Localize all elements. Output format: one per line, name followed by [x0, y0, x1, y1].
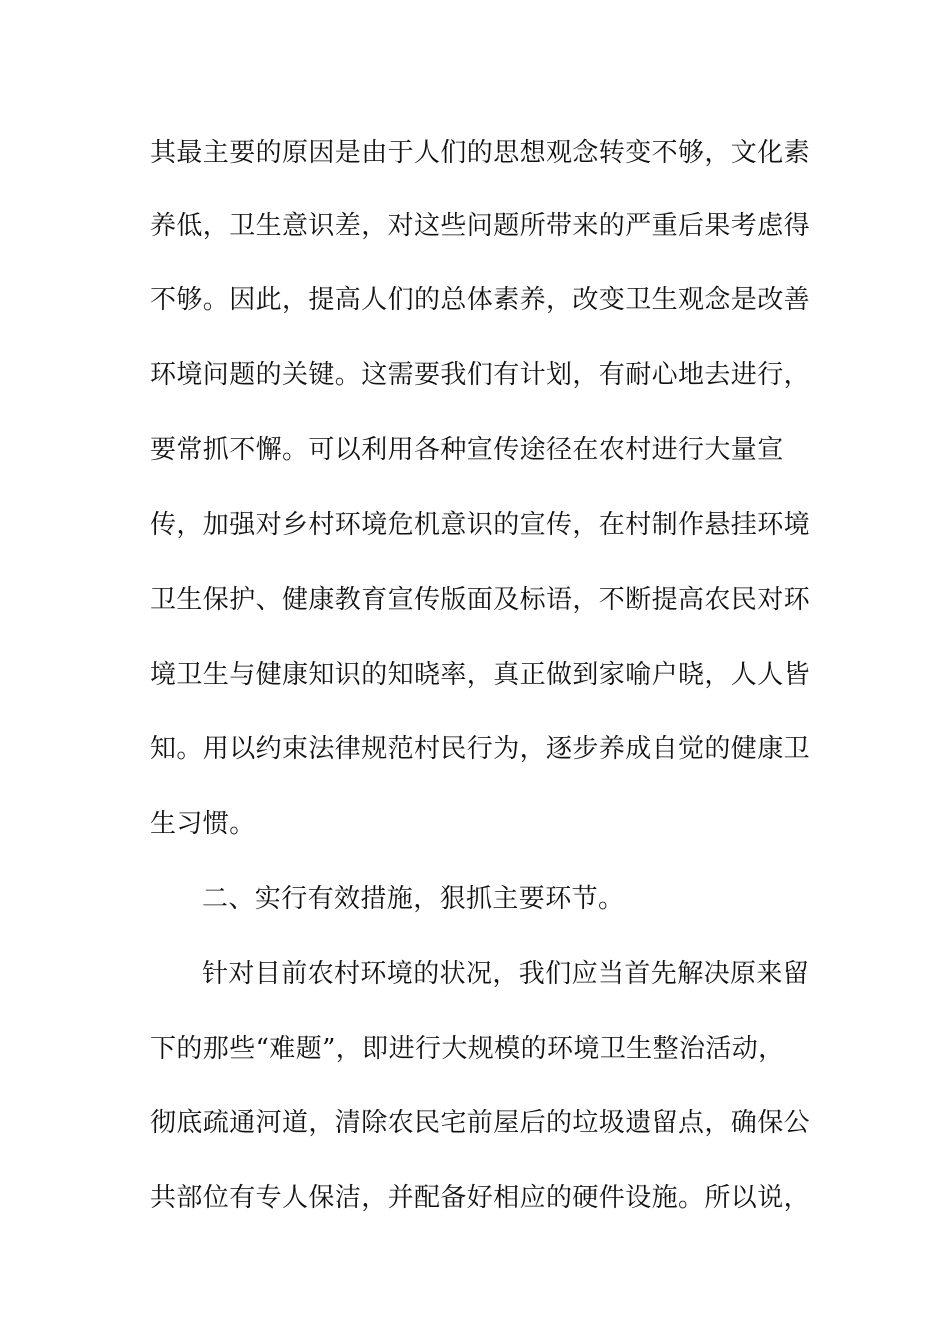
paragraph-line: 环境问题的关键。这需要我们有计划，有耐心地去进行， [150, 360, 811, 390]
paragraph-line: 养低，卫生意识差，对这些问题所带来的严重后果考虑得 [150, 211, 811, 241]
paragraph-line: 针对目前农村环境的状况，我们应当首先解决原来留 [202, 959, 810, 989]
paragraph-line: 知。用以约束法律规范村民行为，逐步养成自觉的健康卫 [150, 734, 811, 764]
paragraph-line: 传，加强对乡村环境危机意识的宣传，在村制作悬挂环境 [150, 510, 811, 540]
section-heading: 二、实行有效措施，狠抓主要环节。 [202, 884, 625, 914]
paragraph-line: 下的那些“难题”，即进行大规模的环境卫生整治活动， [150, 1034, 785, 1064]
paragraph-line: 境卫生与健康知识的知晓率，真正做到家喻户晓，人人皆 [150, 660, 811, 690]
paragraph-line: 共部位有专人保洁，并配备好相应的硬件设施。所以说， [150, 1183, 811, 1213]
paragraph-line: 其最主要的原因是由于人们的思想观念转变不够，文化素 [150, 138, 811, 168]
paragraph-line: 彻底疏通河道，清除农民宅前屋后的垃圾遗留点，确保公 [150, 1108, 811, 1138]
paragraph-line: 不够。因此，提高人们的总体素养，改变卫生观念是改善 [150, 285, 811, 315]
paragraph-line: 生习惯。 [150, 809, 256, 839]
paragraph-line: 卫生保护、健康教育宣传版面及标语，不断提高农民对环 [150, 585, 811, 615]
paragraph-line: 要常抓不懈。可以利用各种宣传途径在农村进行大量宣 [150, 435, 784, 465]
